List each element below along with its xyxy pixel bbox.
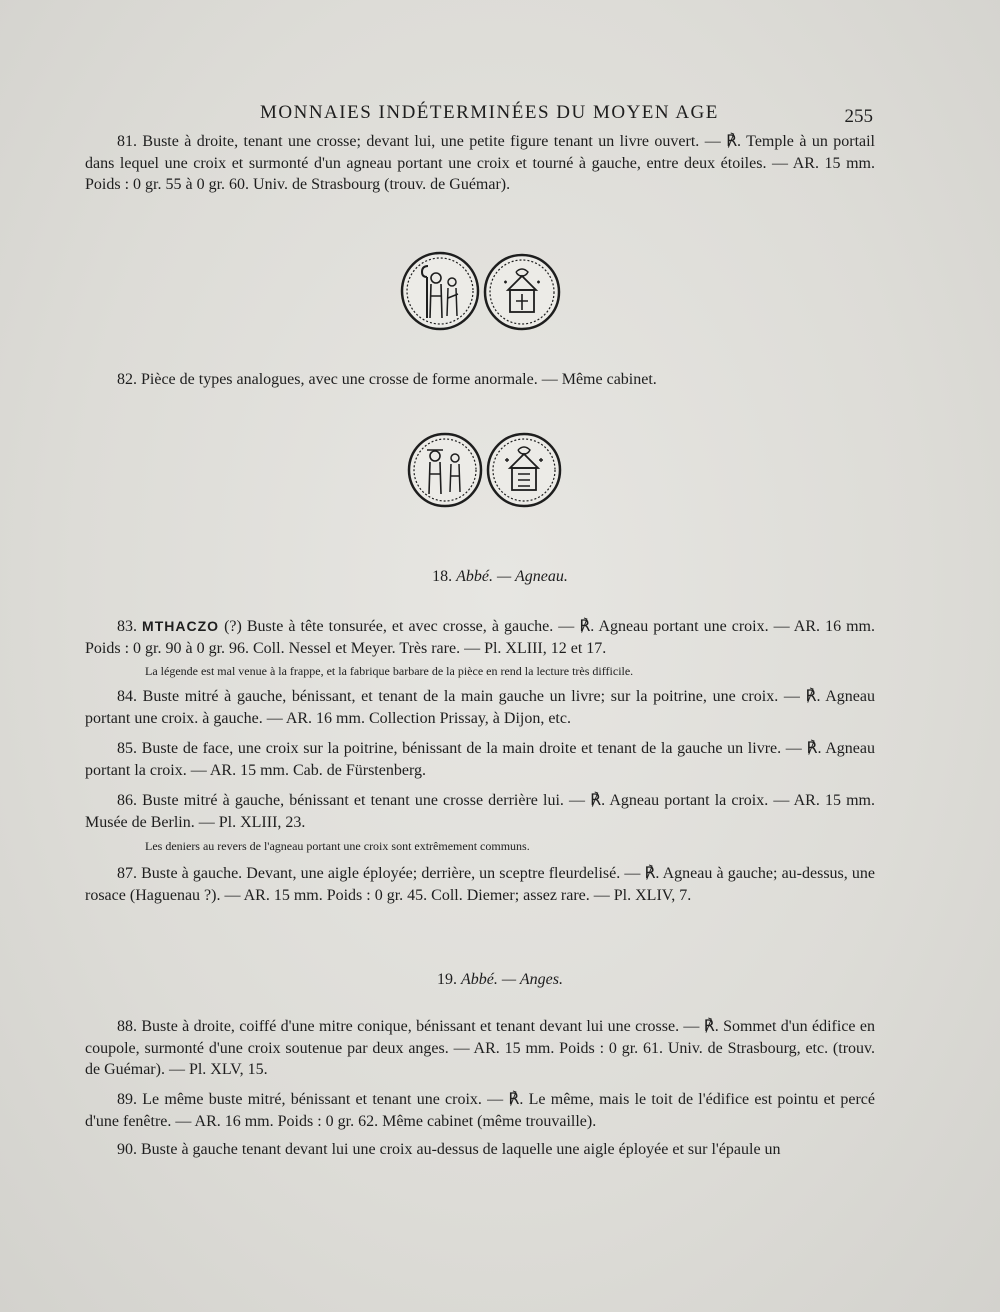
entry-82: 82. Pièce de types analogues, avec une crosse de forme anormale. — Même cabinet. [117,371,657,388]
entry-83-text: (?) Buste à tête tonsurée, et avec crosse, à gauche. — ℟. Agneau portant une croix. — AR. 16 mm. Poids : 0 gr. 90 à 0 gr. 96. Coll. Nessel et Meyer. Très rare. — Pl. XLIII, 12 et 17. [85,618,876,657]
entry-83 [85,616,875,659]
section-heading-19 [0,971,1000,989]
entry-84: 84. Buste mitré à gauche, bénissant, et tenant de la main gauche un livre; sur la poitrine, une croix. — ℟. Agneau portant une croix. à gauche. — AR. 16 mm. Collection Prissay, à Dijon, etc. [85,688,875,727]
entry-88: 88. Buste à droite, coiffé d'une mitre conique, bénissant et tenant devant lui une crosse. — ℟. Sommet d'un édifice en coupole, surmonté d'une croix soutenue par deux anges. — AR. 15 mm. Poids : 0 gr. 61. Univ. de Strasbourg, etc. (trouv. de Guémar). — Pl. XLV, 15. [85,1018,875,1078]
note-83: La légende est mal venue à la frappe, et la fabrique barbare de la pièce en rend la lecture très difficile. [145,664,634,678]
coin-82-reverse [488,434,560,506]
entry-85: 85. Buste de face, une croix sur la poitrine, bénissant de la main droite et tenant de la gauche un livre. — ℟. Agneau portant la croix. — AR. 15 mm. Cab. de Fürstenberg. [85,740,875,779]
entry-81: 81. Buste à droite, tenant une crosse; devant lui, une petite figure tenant un livre ouvert. — ℟. Temple à un portail dans lequel une croix et surmonté d'un agneau portant une croix et tourné à gauche, entre deux étoiles. — AR. 15 mm. Poids : 0 gr. 55 à 0 gr. 60. Univ. de Strasbourg (trouv. de Guémar). [85,133,875,193]
coin-82-obverse [409,434,481,506]
section-heading-18 [0,568,1000,586]
coin-81-obverse [402,253,478,329]
page-number: 255 [844,106,873,127]
entry-83-number: 83. [117,618,137,635]
section-number-18: 18. [432,568,453,585]
entry-87: 87. Buste à gauche. Devant, une aigle éployée; derrière, un sceptre fleurdelisé. — ℟. Agneau à gauche; au-dessus, une rosace (Haguenau ?). — AR. 15 mm. Poids : 0 gr. 45. Coll. Diemer; assez rare. — Pl. XLIV, 7. [85,865,875,904]
note-86: Les deniers au revers de l'agneau portant une croix sont extrêmement communs. [145,839,530,853]
section-title-19: Abbé. — Anges. [461,971,563,988]
coin-81-illustration [398,246,568,336]
coin-82-illustration [405,428,565,512]
running-title: MONNAIES INDÉTERMINÉES DU MOYEN AGE [260,102,719,123]
entry-86: 86. Buste mitré à gauche, bénissant et tenant une crosse derrière lui. — ℟. Agneau portant la croix. — AR. 15 mm. Musée de Berlin. — Pl. XLIII, 23. [85,792,875,831]
section-number-19: 19. [437,971,458,988]
coin-legend: MTHACZO [142,618,220,634]
section-title-18: Abbé. — Agneau. [456,568,568,585]
page-header [85,102,875,132]
entry-89: 89. Le même buste mitré, bénissant et tenant une croix. — ℟. Le même, mais le toit de l'édifice est pointu et percé d'une fenêtre. — AR. 16 mm. Poids : 0 gr. 62. Même cabinet (même trouvaille). [85,1091,875,1130]
entry-90: 90. Buste à gauche tenant devant lui une croix au-dessus de laquelle une aigle éployée et sur l'épaule un [117,1141,781,1158]
coin-81-reverse [485,255,559,329]
